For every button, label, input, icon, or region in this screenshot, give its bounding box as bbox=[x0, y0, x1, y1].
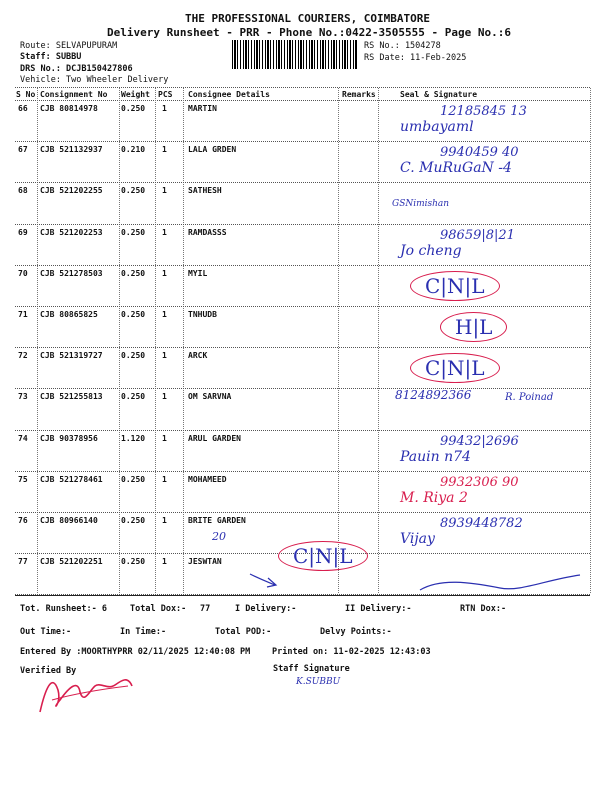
col-seal-signature: Seal & Signature bbox=[400, 90, 478, 99]
cell-pcs: 1 bbox=[162, 474, 167, 484]
arrow-row-77 bbox=[250, 574, 276, 587]
ii-delivery: II Delivery:- bbox=[345, 604, 412, 614]
verified-signature bbox=[40, 680, 132, 712]
cell-consignee: RAMDASSS bbox=[188, 227, 227, 237]
vehicle-label: Vehicle: Two Wheeler Delivery bbox=[20, 75, 169, 85]
rtn-scribble bbox=[420, 575, 580, 590]
route-label: Route: SELVAPUPURAM bbox=[20, 41, 118, 51]
cnl-stamp: C|N|L bbox=[410, 353, 500, 383]
handwritten-signature: 99432|2696 bbox=[440, 433, 519, 449]
cell-cno: CJB 80966140 bbox=[40, 516, 98, 525]
cell-weight: 1.120 bbox=[121, 433, 146, 443]
cell-sno: 77 bbox=[18, 557, 28, 567]
handwritten-signature: GSNimishan bbox=[392, 199, 450, 210]
cell-consignee: SATHESH bbox=[188, 186, 222, 196]
cell-sno: 67 bbox=[18, 145, 28, 155]
staff-label: Staff: SUBBU bbox=[20, 52, 82, 62]
cell-sno: 71 bbox=[18, 310, 28, 319]
cnl-stamp: H|L bbox=[440, 312, 507, 342]
cell-cno: CJB 521319727 bbox=[40, 351, 103, 361]
total-dox-label: Total Dox:- bbox=[130, 604, 187, 614]
cell-consignee: MOHAMEED bbox=[188, 474, 227, 484]
cell-cno: CJB 80865825 bbox=[40, 310, 98, 319]
cell-cno: CJB 521255813 bbox=[40, 392, 103, 402]
tot-runsheet: Tot. Runsheet:- 6 bbox=[20, 604, 107, 614]
drs-label: DRS No.: DCJB150427806 bbox=[20, 64, 133, 74]
cell-pcs: 1 bbox=[162, 145, 167, 155]
cell-pcs: 1 bbox=[162, 104, 167, 113]
cell-consignee: BRITE GARDEN bbox=[188, 516, 246, 525]
rs-number: RS No.: 1504278 bbox=[364, 41, 441, 51]
cell-sno: 74 bbox=[18, 433, 28, 443]
cell-cno: CJB 521132937 bbox=[40, 145, 103, 155]
cell-consignee: ARCK bbox=[188, 351, 208, 361]
cell-weight: 0.250 bbox=[121, 351, 146, 361]
cell-sno: 72 bbox=[18, 351, 28, 361]
staff-signature-label: Staff Signature bbox=[273, 664, 350, 674]
cell-consignee: LALA GRDEN bbox=[188, 145, 237, 155]
cell-weight: 0.250 bbox=[121, 227, 146, 237]
printed-on: Printed on: 11-02-2025 12:43:03 bbox=[272, 647, 431, 657]
handwritten-signature: 8939448782 bbox=[440, 516, 523, 531]
handwritten-signature: M. Riya 2 bbox=[400, 489, 468, 506]
consignee-handnote: 20 bbox=[212, 530, 226, 543]
cell-weight: 0.250 bbox=[121, 268, 146, 278]
cell-pcs: 1 bbox=[162, 227, 167, 237]
cell-weight: 0.250 bbox=[121, 474, 146, 484]
col-sno: S No bbox=[16, 90, 36, 99]
out-time: Out Time:- bbox=[20, 627, 72, 637]
handwritten-signature: 9932306 90 bbox=[440, 474, 519, 490]
cell-weight: 0.250 bbox=[121, 104, 146, 113]
handwritten-signature: umbayaml bbox=[400, 119, 474, 135]
handwritten-signature: Vijay bbox=[400, 531, 435, 547]
cnl-stamp: C|N|L bbox=[410, 271, 500, 301]
cell-weight: 0.250 bbox=[121, 392, 146, 402]
rtn-dox: RTN Dox:- bbox=[460, 604, 507, 614]
cell-consignee: MARTIN bbox=[188, 104, 217, 113]
handwritten-signature: Pauin n74 bbox=[400, 448, 471, 465]
cell-consignee: TNHUDB bbox=[188, 310, 217, 319]
cell-weight: 0.250 bbox=[121, 516, 146, 525]
total-pod: Total POD:- bbox=[215, 627, 272, 637]
cell-sno: 73 bbox=[18, 392, 28, 402]
cell-cno: CJB 521278461 bbox=[40, 474, 103, 484]
handwritten-signature: 98659|8|21 bbox=[440, 227, 515, 243]
cell-sno: 66 bbox=[18, 104, 28, 113]
cell-weight: 0.210 bbox=[121, 145, 146, 155]
handwritten-signature: Jo cheng bbox=[400, 242, 462, 259]
handwritten-signature: 9940459 40 bbox=[440, 145, 519, 161]
cell-cno: CJB 521202253 bbox=[40, 227, 103, 237]
cell-pcs: 1 bbox=[162, 268, 167, 278]
total-dox-value: 77 bbox=[200, 604, 211, 614]
cell-sno: 75 bbox=[18, 474, 28, 484]
cell-cno: CJB 521202251 bbox=[40, 557, 103, 567]
verified-by: Verified By bbox=[20, 666, 77, 676]
cell-pcs: 1 bbox=[162, 310, 167, 319]
cell-cno: CJB 90378956 bbox=[40, 433, 98, 443]
cell-weight: 0.250 bbox=[121, 310, 146, 319]
i-delivery: I Delivery:- bbox=[235, 604, 297, 614]
cell-pcs: 1 bbox=[162, 516, 167, 525]
cell-cno: CJB 80814978 bbox=[40, 104, 98, 113]
cell-cno: CJB 521202255 bbox=[40, 186, 103, 196]
cell-sno: 69 bbox=[18, 227, 28, 237]
cell-pcs: 1 bbox=[162, 351, 167, 361]
cell-consignee: ARUL GARDEN bbox=[188, 433, 241, 443]
cnl-stamp: C|N|L bbox=[278, 541, 368, 571]
cell-pcs: 1 bbox=[162, 392, 167, 402]
company-name: THE PROFESSIONAL COURIERS, COIMBATORE bbox=[185, 12, 431, 25]
handwritten-signature: 12185845 13 bbox=[440, 104, 527, 119]
cell-consignee: OM SARVNA bbox=[188, 392, 232, 402]
cell-consignee: JESWTAN bbox=[188, 557, 222, 567]
cell-sno: 68 bbox=[18, 186, 28, 196]
col-pcs: PCS bbox=[158, 90, 173, 99]
cell-pcs: 1 bbox=[162, 557, 167, 567]
cell-cno: CJB 521278503 bbox=[40, 268, 103, 278]
cell-pcs: 1 bbox=[162, 186, 167, 196]
handwritten-signature: 8124892366 bbox=[395, 388, 472, 403]
in-time: In Time:- bbox=[120, 627, 167, 637]
cell-sno: 70 bbox=[18, 268, 28, 278]
rs-date: RS Date: 11-Feb-2025 bbox=[364, 53, 467, 63]
entered-by: Entered By :MOORTHYPRR 02/11/2025 12:40:08 PM bbox=[20, 647, 251, 657]
runsheet-subtitle: Delivery Runsheet - PRR - Phone No.:0422-3505555 - Page No.:6 bbox=[107, 26, 511, 39]
cell-weight: 0.250 bbox=[121, 186, 146, 196]
handwritten-signature: C. MuRuGaN -4 bbox=[400, 160, 512, 177]
col-consignee: Consignee Details bbox=[188, 90, 270, 99]
col-remarks: Remarks bbox=[342, 90, 376, 99]
delvy-points: Delvy Points:- bbox=[320, 627, 392, 637]
cell-consignee: MYIL bbox=[188, 268, 208, 278]
staff-signature-name: K.SUBBU bbox=[296, 677, 341, 687]
cell-pcs: 1 bbox=[162, 433, 167, 443]
col-consignment: Consignment No bbox=[40, 90, 108, 99]
cell-sno: 76 bbox=[18, 516, 28, 525]
col-weight: Weight bbox=[121, 90, 150, 99]
handwritten-signature: R. Poinad bbox=[505, 392, 554, 404]
cell-weight: 0.250 bbox=[121, 557, 146, 567]
